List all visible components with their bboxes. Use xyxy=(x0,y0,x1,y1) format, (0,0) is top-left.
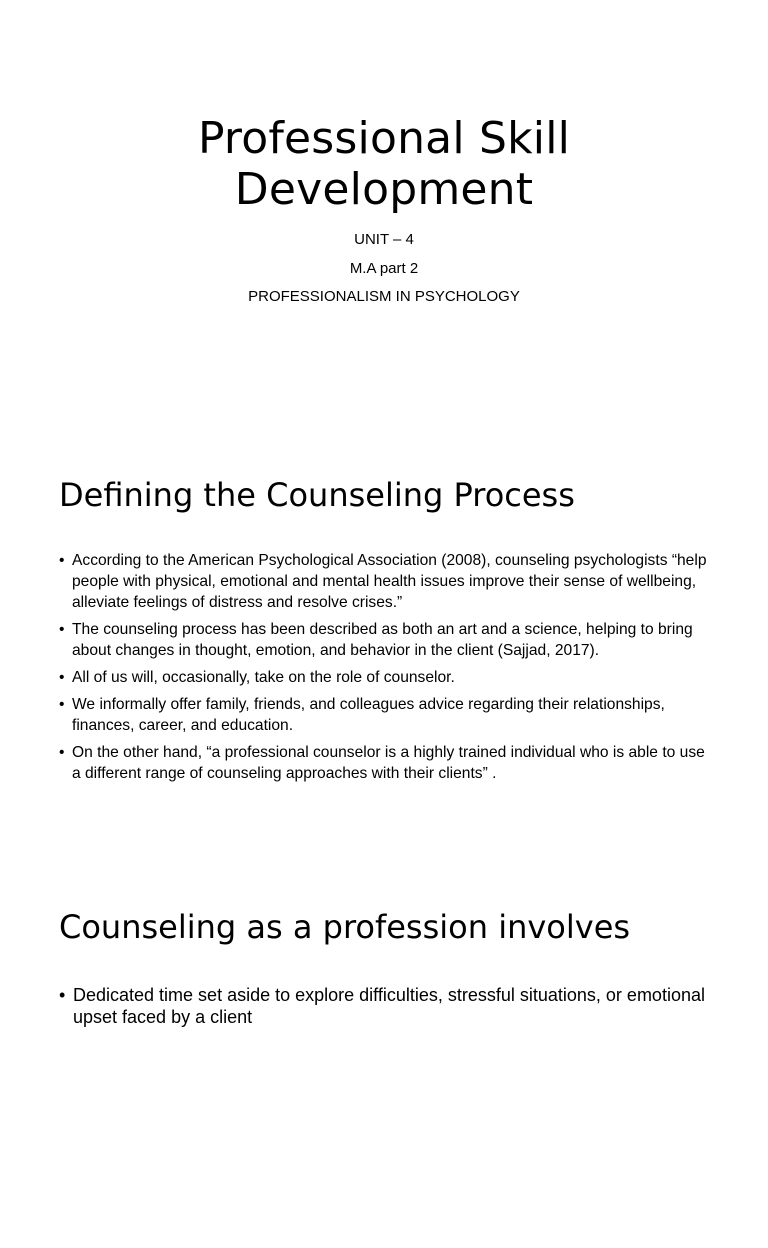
list-item xyxy=(59,984,719,1028)
bullet-list xyxy=(59,984,719,1035)
list-item-text: According to the American Psychological Association (2008), counseling psychologists “help people with physical, emotional and mental health issues improve their sense of wellbeing, alleviate feelings of distress and resolve crises.” xyxy=(72,552,707,611)
list-item-text: The counseling process has been described as both an art and a science, helping to bring about changes in thought, emotion, and behavior in the client (Sajjad, 2017). xyxy=(72,620,693,659)
bullet-icon: • xyxy=(59,668,65,686)
title-line-2: Development xyxy=(234,164,534,215)
subtitle-course: M.A part 2 xyxy=(349,260,419,277)
list-item-text: On the other hand, “a professional counselor is a highly trained individual who is able to use a different range of counseling approaches with their clients” . xyxy=(72,744,705,783)
bullet-icon: • xyxy=(59,696,65,714)
list-item xyxy=(59,695,709,737)
title-line-1: Professional Skill xyxy=(197,113,571,164)
bullet-icon: • xyxy=(59,552,65,569)
slide-heading: Counseling as a profession involves xyxy=(59,908,631,946)
bullet-icon: • xyxy=(59,744,65,762)
subtitle-topic: PROFESSIONALISM IN PSYCHOLOGY xyxy=(248,288,520,305)
list-item-text: Dedicated time set aside to explore difficulties, stressful situations, or emotional upset faced by a client xyxy=(73,985,705,1027)
list-item-text: We informally offer family, friends, and colleagues advice regarding their relationships, finances, career, and education. xyxy=(72,696,665,735)
bullet-icon: • xyxy=(59,985,66,1005)
content-slide-counseling-profession xyxy=(0,864,768,1248)
presentation-title xyxy=(0,113,768,215)
list-item xyxy=(59,668,709,689)
list-item xyxy=(59,743,709,785)
content-slide-defining-counseling xyxy=(0,432,768,816)
slide-heading: Defining the Counseling Process xyxy=(59,476,575,514)
title-slide xyxy=(0,0,768,384)
list-item xyxy=(59,620,709,662)
list-item-text: All of us will, occasionally, take on the role of counselor. xyxy=(72,668,455,686)
bullet-list xyxy=(59,551,709,791)
subtitle-unit: UNIT – 4 xyxy=(354,231,414,248)
list-item xyxy=(59,551,709,613)
bullet-icon: • xyxy=(59,620,65,638)
